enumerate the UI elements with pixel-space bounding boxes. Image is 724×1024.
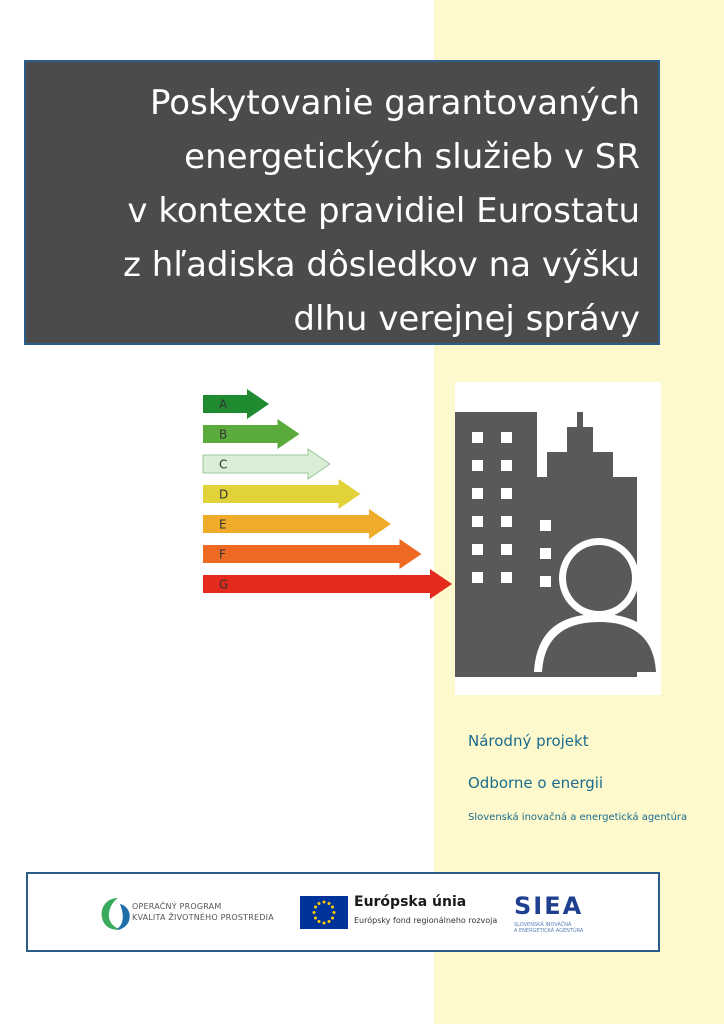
- eu-flag-icon: [300, 896, 348, 929]
- footer-logos: [26, 872, 660, 952]
- energy-arrow-g: [203, 569, 452, 599]
- energy-class-label: D: [219, 487, 229, 502]
- eu-fund-text: Európsky fond regionálneho rozvoja: [354, 916, 498, 925]
- energy-arrow-f: [203, 539, 422, 569]
- energy-class-label: E: [219, 517, 227, 532]
- energy-class-label: A: [219, 397, 228, 412]
- title-box: [24, 60, 660, 345]
- energy-arrow-b: [203, 419, 300, 449]
- agency-name: Slovenská inovačná a energetická agentúra: [468, 812, 688, 823]
- document-title: Poskytovanie garantovaných energetických služieb v SR v kontexte pravidiel Eurostatu z hľadiska dôsledkov na výšku dlhu verejnej správy: [123, 83, 640, 339]
- siea-subtitle: SLOVENSKÁ INOVAČNÁ A ENERGETICKÁ AGENTÚRA: [514, 922, 584, 934]
- energy-class-label: G: [219, 577, 229, 592]
- operational-programme-logo-icon: [96, 894, 136, 934]
- project-type: Národný projekt: [468, 732, 589, 750]
- siea-logo: SIEA: [514, 892, 584, 920]
- energy-class-label: C: [219, 457, 228, 472]
- energy-illustration: [197, 382, 661, 695]
- operational-programme-text: OPERAČNÝ PROGRAM KVALITA ŽIVOTNÉHO PROSTREDIA: [132, 902, 274, 922]
- project-name: Odborne o energii: [468, 774, 604, 792]
- eu-title: Európska únia: [354, 894, 467, 910]
- energy-class-label: F: [219, 547, 226, 562]
- energy-arrow-a: [203, 389, 269, 419]
- energy-arrow-e: [203, 509, 391, 539]
- energy-class-label: B: [219, 427, 228, 442]
